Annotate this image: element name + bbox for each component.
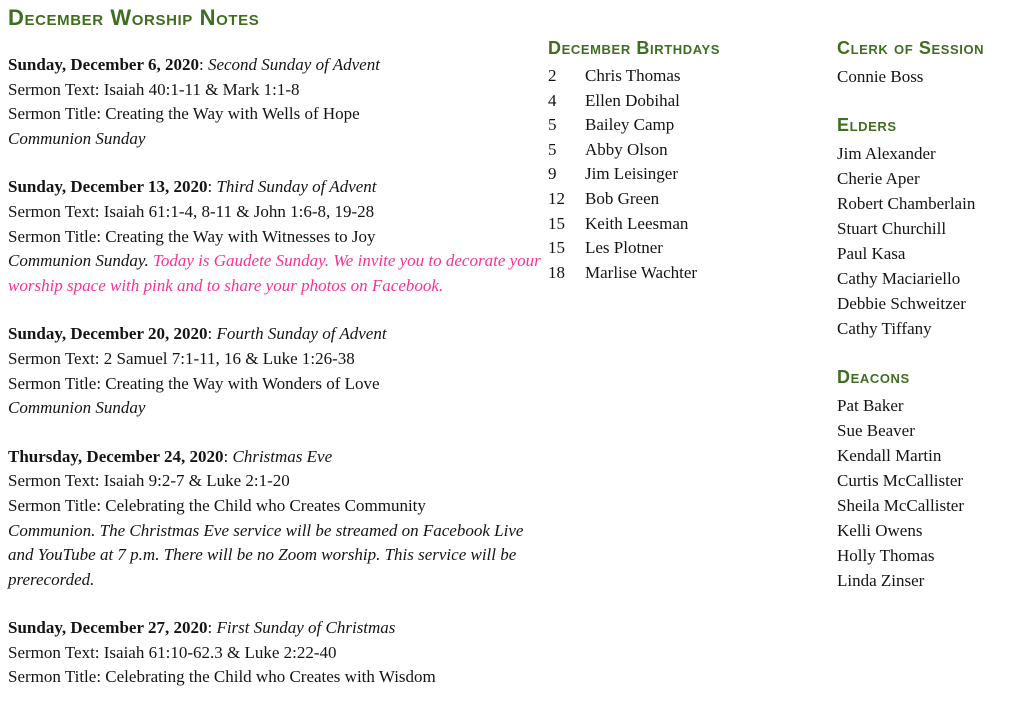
leadership-name: Cherie Aper: [837, 169, 920, 188]
birthday-name: Les Plotner: [585, 238, 663, 258]
separator: :: [207, 177, 217, 197]
birthdays-title: December Birthdays: [548, 38, 721, 58]
birthday-day: 15: [548, 238, 565, 258]
sermon-text-line: Sermon Text: 2 Samuel 7:1-11, 16 & Luke 1:26-38: [8, 348, 355, 368]
deacons-title: Deacons: [837, 367, 910, 387]
page-title: December Worship Notes: [8, 5, 260, 30]
service-date: Sunday, December 6, 2020: [8, 55, 199, 74]
birthday-name: Marlise Wachter: [585, 262, 698, 282]
birthday-day: 15: [548, 213, 565, 233]
service-date-line: [8, 53, 548, 78]
birthday-day: 18: [548, 262, 565, 282]
sermon-title-line: Sermon Title: Creating the Way with Wonders of Love: [8, 373, 380, 393]
clerk-of-session-section: [837, 36, 1023, 89]
birthday-name: Chris Thomas: [585, 66, 681, 85]
sermon-title-line: Sermon Title: Celebrating the Child who Creates with Wisdom: [8, 667, 436, 687]
birthday-row: [548, 113, 798, 138]
birthday-name: Ellen Dobihal: [585, 90, 680, 110]
service-note-line: [8, 249, 548, 298]
birthday-row: [548, 89, 798, 114]
leadership-name: Kelli Owens: [837, 521, 923, 540]
leadership-name: Connie Boss: [837, 67, 924, 86]
birthday-name: Bailey Camp: [585, 115, 675, 135]
sermon-title-line: Sermon Title: Celebrating the Child who Creates Community: [8, 495, 426, 515]
service-note: Communion Sunday: [8, 128, 146, 148]
sermon-text-line: Sermon Text: Isaiah 61:1-4, 8-11 & John 1:6-8, 19-28: [8, 201, 375, 221]
service-entry: [8, 445, 548, 593]
service-entry: [8, 616, 548, 690]
service-occasion: Second Sunday of Advent: [207, 55, 380, 74]
birthday-name: Bob Green: [585, 188, 660, 208]
sermon-text-line: Sermon Text: Isaiah 40:1-11 & Mark 1:1-8: [8, 79, 300, 99]
service-date-line: [8, 445, 548, 470]
sermon-title-line: Sermon Title: Creating the Way with Wells of Hope: [8, 104, 360, 124]
service-occasion: Fourth Sunday of Advent: [216, 324, 387, 344]
service-note-line: [8, 519, 548, 593]
service-occasion: Christmas Eve: [232, 446, 333, 466]
service-note-line: [8, 127, 548, 152]
leadership-name: Kendall Martin: [837, 446, 942, 465]
service-note-line: [8, 396, 548, 421]
sermon-title-line: Sermon Title: Creating the Way with Witnesses to Joy: [8, 226, 376, 246]
service-entry: [8, 175, 548, 298]
separator: :: [223, 446, 233, 466]
elders-section: [837, 113, 1023, 341]
leadership-name: Paul Kasa: [837, 244, 906, 263]
service-note: Communion. The Christmas Eve service will be streamed on Facebook Live and YouTube at 7 p.m. There will be no Zoom worship. This service will be prerecorded.: [8, 520, 524, 589]
leadership-name: Robert Chamberlain: [837, 194, 976, 213]
birthday-day: 5: [548, 139, 557, 159]
leadership-name: Holly Thomas: [837, 546, 935, 565]
service-note: Communion Sunday: [8, 398, 146, 418]
birthday-day: 4: [548, 90, 557, 110]
leadership-name: Curtis McCallister: [837, 471, 964, 490]
birthday-day: 2: [548, 66, 557, 85]
birthday-row: [548, 212, 798, 237]
leadership-name: Pat Baker: [837, 396, 904, 415]
service-entry: [8, 53, 548, 151]
service-occasion: First Sunday of Christmas: [216, 618, 396, 638]
birthday-name: Jim Leisinger: [585, 164, 679, 184]
birthday-name: Keith Leesman: [585, 213, 689, 233]
service-date-line: [8, 175, 548, 200]
birthday-row: [548, 236, 798, 261]
birthday-row: [548, 187, 798, 212]
sermon-text-line: Sermon Text: Isaiah 61:10-62.3 & Luke 2:22-40: [8, 642, 337, 662]
leadership-name: Linda Zinser: [837, 571, 925, 590]
birthday-row: [548, 162, 798, 187]
service-note-highlight: Today is Gaudete Sunday. We invite you to decorate your worship space with pink and to share your photos on Facebook.: [8, 251, 541, 295]
birthday-row: [548, 64, 798, 89]
service-date-line: [8, 322, 548, 347]
service-date: Thursday, December 24, 2020: [8, 446, 224, 466]
leadership-name: Sheila McCallister: [837, 496, 965, 515]
sermon-text-line: Sermon Text: Isaiah 9:2-7 & Luke 2:1-20: [8, 471, 290, 491]
leadership-name: Sue Beaver: [837, 421, 915, 440]
leadership-name: Stuart Churchill: [837, 219, 947, 238]
birthday-row: [548, 138, 798, 163]
service-date-line: [8, 616, 548, 641]
leadership-name: Debbie Schweitzer: [837, 294, 966, 313]
clerk-of-session-title: Clerk of Session: [837, 38, 985, 58]
leadership-name: Cathy Tiffany: [837, 319, 932, 338]
separator: :: [207, 618, 217, 638]
elders-title: Elders: [837, 115, 897, 135]
birthday-day: 9: [548, 164, 557, 184]
worship-notes-column: [8, 6, 548, 714]
service-date: Sunday, December 27, 2020: [8, 618, 208, 638]
service-date: Sunday, December 20, 2020: [8, 324, 208, 344]
leadership-name: Cathy Maciariello: [837, 269, 961, 288]
separator: :: [198, 55, 208, 74]
service-occasion: Third Sunday of Advent: [216, 177, 377, 197]
service-date: Sunday, December 13, 2020: [8, 177, 208, 197]
birthday-row: [548, 261, 798, 286]
birthday-day: 5: [548, 115, 557, 135]
leadership-name: Jim Alexander: [837, 144, 936, 163]
service-entry: [8, 322, 548, 420]
birthday-name: Abby Olson: [585, 139, 668, 159]
birthdays-column: [548, 36, 798, 285]
deacons-section: [837, 365, 1023, 593]
birthday-day: 12: [548, 188, 565, 208]
separator: :: [207, 324, 217, 344]
leadership-column: [837, 36, 1023, 617]
service-note: Communion Sunday.: [8, 251, 153, 271]
